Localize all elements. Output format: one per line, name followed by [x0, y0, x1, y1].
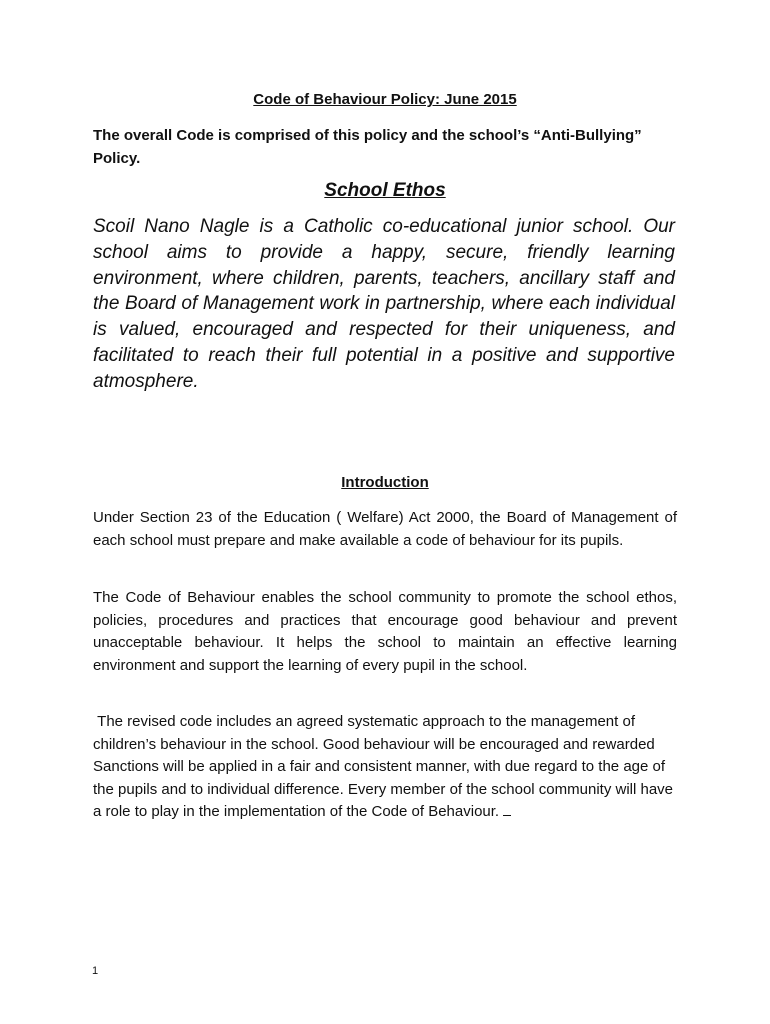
overall-statement: The overall Code is comprised of this policy and the school’s “Anti-Bullying” Policy.: [93, 127, 642, 167]
introduction-paragraph-3-container: [93, 711, 677, 824]
introduction-paragraph-1: Under Section 23 of the Education ( Welfare) Act 2000, the Board of Management of each school must prepare and make available a code of behaviour for its pupils.: [93, 509, 677, 549]
document-title: Code of Behaviour Policy: June 2015: [253, 91, 517, 108]
introduction-heading: Introduction: [341, 474, 429, 491]
school-ethos-text: Scoil Nano Nagle is a Catholic co-educational junior school. Our school aims to provide a happy, secure, friendly learning environment, where children, parents, teachers, ancillary staff and the Board of Management work in partnership, where each individual is valued, encouraged and respected for their uniqueness, and facilitated to reach their full potential in a positive and supportive atmosphere.: [93, 216, 675, 392]
introduction-paragraph-3: The revised code includes an agreed systematic approach to the management of children’s behaviour in the school. Good behaviour will be encouraged and rewarded Sanctions will be applied in a fair and consistent manner, with due regard to the age of the pupils and to individual difference. Every member of the school community will have a role to play in the implementation of the Code of Behaviour.: [93, 713, 678, 820]
introduction-paragraph-2: The Code of Behaviour enables the school community to promote the school ethos, policies, procedures and practices that encourage good behaviour and prevent unacceptable behaviour. It helps the school to maintain an effective learning environment and support the learning of every pupil in the school.: [93, 589, 677, 674]
school-ethos-heading: School Ethos: [324, 180, 446, 201]
trailing-underscore-mark: [503, 814, 511, 816]
page-number: 1: [92, 965, 99, 977]
